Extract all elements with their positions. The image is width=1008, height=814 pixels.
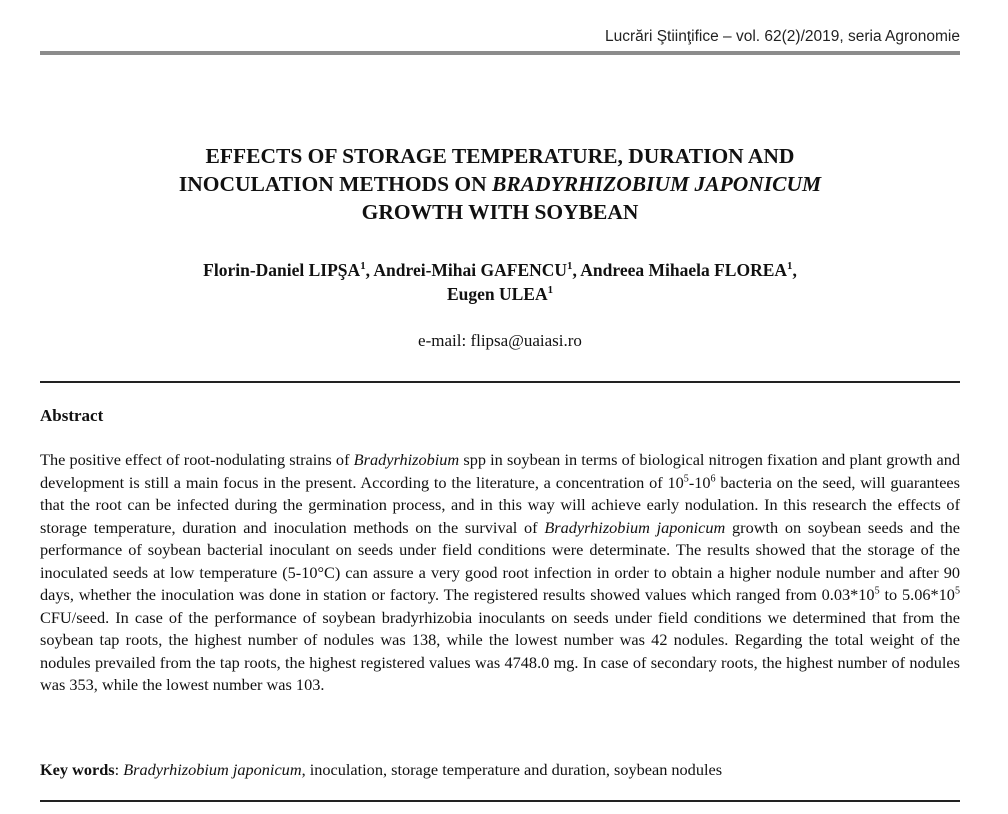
abstract-text: The positive effect of root-nodulating strains of xyxy=(40,450,354,469)
keywords-colon: : xyxy=(114,760,124,779)
abstract-italic: Bradyrhizobium japonicum xyxy=(544,517,726,537)
abstract-heading: Abstract xyxy=(40,406,104,425)
keywords xyxy=(40,760,960,780)
author-affiliation: 1 xyxy=(360,260,366,273)
abstract-superscript: 5 xyxy=(683,473,689,485)
abstract-text: -10 xyxy=(688,472,711,492)
keywords-italic: Bradyrhizobium japonicum xyxy=(123,760,302,779)
abstract-body xyxy=(40,449,960,697)
paper-title xyxy=(40,142,960,226)
title-line-1: EFFECTS OF STORAGE TEMPERATURE, DURATION AND xyxy=(205,144,795,168)
keywords-bottom-rule xyxy=(40,800,960,802)
author-separator: , xyxy=(365,260,374,280)
contact-email: e-mail: flipsa@uaiasi.ro xyxy=(418,331,582,350)
abstract-text: to 5.06*10 xyxy=(879,585,955,604)
author-name: Andrei-Mihai GAFENCU xyxy=(373,260,568,280)
author-affiliation: 1 xyxy=(547,284,554,297)
author-list xyxy=(40,258,960,306)
abstract-top-rule xyxy=(40,381,960,383)
author-separator: , xyxy=(572,260,581,280)
abstract-superscript: 5 xyxy=(954,585,960,597)
author-separator: , xyxy=(792,260,797,280)
author-affiliation: 1 xyxy=(787,260,793,273)
journal-header: Lucrări Ştiinţifice – vol. 62(2)/2019, seria Agronomie xyxy=(605,28,960,45)
abstract-text: 10 xyxy=(667,472,684,492)
abstract-text: spp in soybean in terms of biological nitrogen fixation and plant growth and development is still a main focus in the present. According to the literature, a concentration of xyxy=(40,450,960,492)
abstract-text: bacteria on the seed, will guarantees that the root can be infected during the germination process, and in this way will achieve early nodulation. In this research the effects of storage temperature, duration and inoculation methods on the survival of xyxy=(40,472,960,537)
author-name: Florin-Daniel LIPŞA xyxy=(203,260,361,280)
title-line-2 xyxy=(40,170,960,198)
author-name: Eugen ULEA xyxy=(446,284,548,304)
abstract-text: growth on soybean seeds and the performance of soybean bacterial inoculant on seeds under field conditions were determinate. The results showed that the storage of the inoculated seeds at low temperature (5-10°C) can assure a very good root infection in order to obtain a higher nodule number and after 90 days, whether the inoculation was done in station or factory. The registered results showed values which ranged from 0.03*10 xyxy=(40,517,961,604)
title-line-3: GROWTH WITH SOYBEAN xyxy=(361,200,639,224)
abstract-italic: Bradyrhizobium xyxy=(353,450,460,469)
author-name: Andreea Mihaela FLOREA xyxy=(580,260,788,280)
abstract-text: CFU/seed. In case of the performance of soybean bradyrhizobia inoculants on seeds under field conditions we determined that from the soybean tap roots, the highest number of nodules was 138, while the lowest number was 42 nodules. Regarding the total weight of the nodules prevailed from the tap roots, the highest registered values was 4748.0 mg. In case of secondary roots, the highest number of nodules was 353, while the lowest number was 103. xyxy=(40,607,960,694)
abstract-superscript: 5 xyxy=(874,585,880,597)
author-affiliation: 1 xyxy=(567,260,573,273)
author-line-2 xyxy=(40,282,960,306)
author-line-1 xyxy=(40,258,960,282)
title-line-2-text: INOCULATION METHODS ON xyxy=(178,172,493,196)
keywords-label: Key words xyxy=(40,760,115,779)
title-line-2-italic: BRADYRHIZOBIUM JAPONICUM xyxy=(492,172,822,196)
keywords-rest: , inoculation, storage temperature and duration, soybean nodules xyxy=(301,760,723,779)
header-rule xyxy=(40,51,960,55)
abstract-superscript: 6 xyxy=(710,473,716,485)
